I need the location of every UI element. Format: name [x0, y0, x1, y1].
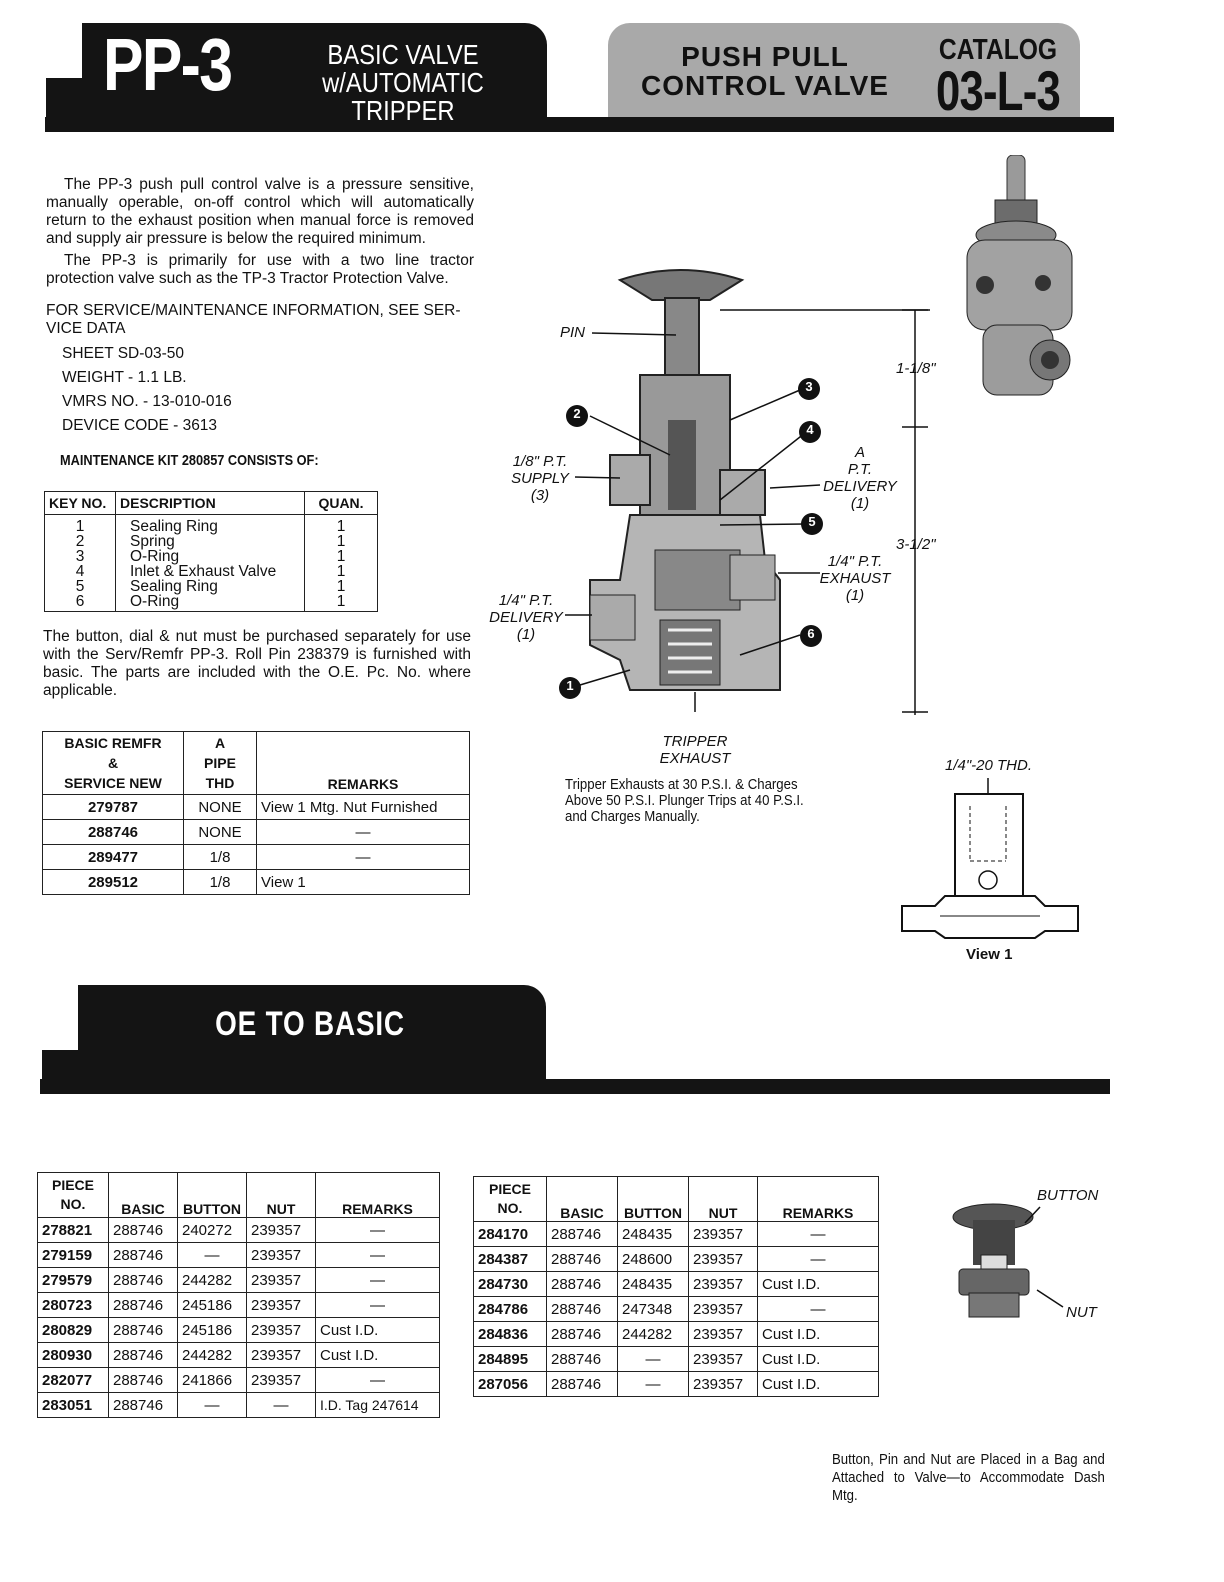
kit-table-body [45, 515, 378, 612]
oe-table-left [37, 1172, 440, 1418]
valve-photo [955, 155, 1085, 410]
table-row: 284786 288746 247348 239357 — [474, 1297, 879, 1322]
table-row: 1 Sealing Ring 1 [45, 515, 378, 535]
table-row: 2 Spring 1 [45, 534, 378, 549]
oe-right-header-basic: BASIC [547, 1177, 618, 1222]
basic-header-remfr: BASIC REMFR & SERVICE NEW [43, 732, 184, 795]
oe-left-header-basic: BASIC [109, 1173, 178, 1218]
oe-left-header-button: BUTTON [178, 1173, 247, 1218]
oe-right-header-button: BUTTON [618, 1177, 689, 1222]
table-row: 288746 NONE — [43, 820, 470, 845]
basic-header-remarks: REMARKS [257, 732, 470, 795]
callout-2: 2 [573, 406, 581, 421]
table-row: 284895 288746 — 239357 Cust I.D. [474, 1347, 879, 1372]
view1-label: View 1 [966, 946, 1013, 963]
oe-right-header-remarks: REMARKS [758, 1177, 879, 1222]
callout-6: 6 [807, 626, 815, 641]
oe-left-header-nut: NUT [247, 1173, 316, 1218]
table-row: 280723 288746 245186 239357 — [38, 1293, 440, 1318]
table-row: 279787 NONE View 1 Mtg. Nut Furnished [43, 795, 470, 820]
label-delivery-a: A P.T. DELIVERY (1) [823, 444, 897, 512]
intro-paragraph-2: The PP-3 is primarily for use with a two line tractor protection valve such as the TP-3 Tractor Protection Valve. [46, 252, 474, 287]
intro-paragraph-1: The PP-3 push pull control valve is a pressure sensitive, manually operable, on-off control which will automatically return to the exhaust position when manual force is removed and supply air pressure is below the required minimum. [46, 176, 474, 247]
oe-table-right [473, 1176, 879, 1397]
catalog-label: CATALOG [938, 34, 1058, 66]
model-subtitle: BASIC VALVE w/AUTOMATIC TRIPPER [322, 39, 484, 126]
kit-header-quantity: QUAN. [305, 492, 378, 515]
kit-header-description: DESCRIPTION [116, 492, 305, 515]
table-row: 284387 288746 248600 239357 — [474, 1247, 879, 1272]
kit-title: MAINTENANCE KIT 280857 CONSISTS OF: [60, 452, 319, 469]
spec-device-code: DEVICE CODE - 3613 [62, 417, 218, 434]
table-row: 280829 288746 245186 239357 Cust I.D. [38, 1318, 440, 1343]
table-row: 282077 288746 241866 239357 — [38, 1368, 440, 1393]
button-label: BUTTON [1037, 1187, 1099, 1204]
table-row: 278821 288746 240272 239357 — [38, 1218, 440, 1243]
table-row: 4 Inlet & Exhaust Valve 1 [45, 564, 378, 579]
label-exhaust: 1/4" P.T. EXHAUST (1) [819, 553, 891, 604]
table-row: 280930 288746 244282 239357 Cust I.D. [38, 1343, 440, 1368]
oe-section-rule [40, 1079, 1110, 1094]
oe-section-title: OE TO BASIC [215, 1005, 405, 1043]
oe-left-header-remarks: REMARKS [316, 1173, 440, 1218]
callout-3: 3 [805, 379, 813, 394]
dimension-top: 1-1/8" [896, 360, 936, 377]
spec-weight: WEIGHT - 1.1 LB. [62, 369, 187, 386]
callout-4: 4 [806, 422, 814, 437]
table-row: 283051 288746 — — I.D. Tag 247614 [38, 1393, 440, 1418]
basic-remfr-table [42, 731, 470, 895]
table-row: 279159 288746 — 239357 — [38, 1243, 440, 1268]
label-tripper-exhaust: TRIPPER EXHAUST [659, 733, 731, 767]
thread-label: 1/4"-20 THD. [945, 757, 1033, 774]
callout-5: 5 [808, 514, 816, 529]
label-supply: 1/8" P.T. SUPPLY (3) [511, 453, 569, 504]
table-row: 5 Sealing Ring 1 [45, 579, 378, 594]
table-row: 289477 1/8 — [43, 845, 470, 870]
table-row: 3 O-Ring 1 [45, 549, 378, 564]
dimension-total: 3-1/2" [896, 536, 936, 553]
table-row: 284170 288746 248435 239357 — [474, 1222, 879, 1247]
view1-drawing [900, 776, 1080, 946]
kit-header-key: KEY NO. [45, 492, 116, 515]
spec-list [62, 342, 232, 438]
footnote: Button, Pin and Nut are Placed in a Bag and Attached to Valve—to Accommodate Dash Mtg. [832, 1451, 1105, 1504]
label-pin: PIN [560, 324, 586, 341]
callout-1: 1 [566, 678, 574, 693]
oe-right-header-piece: PIECE NO. [474, 1177, 547, 1222]
catalog-number: 03-L-3 [936, 59, 1060, 122]
diagram-caption: Tripper Exhausts at 30 P.S.I. & Charges Above 50 P.S.I. Plunger Trips at 40 P.S.I. and Charges Manually. [565, 776, 804, 825]
label-delivery-b: 1/4" P.T. DELIVERY (1) [489, 592, 563, 643]
table-row: 287056 288746 — 239357 Cust I.D. [474, 1372, 879, 1397]
basic-header-pipe: A PIPE THD [184, 732, 257, 795]
table-row: 279579 288746 244282 239357 — [38, 1268, 440, 1293]
spec-vmrs: VMRS NO. - 13-010-016 [62, 393, 232, 410]
model-title: PP-3 [103, 23, 232, 106]
kit-note: The button, dial & nut must be purchased separately for use with the Serv/Remfr PP-3. Roll Pin 238379 is furnished with basic. The parts are included with the O.E. Pc. No. where applicable. [43, 628, 471, 699]
table-row: 284836 288746 244282 239357 Cust I.D. [474, 1322, 879, 1347]
spec-sheet: SHEET SD-03-50 [62, 345, 185, 362]
table-row: 289512 1/8 View 1 [43, 870, 470, 895]
kit-table [44, 491, 378, 612]
oe-right-header-nut: NUT [689, 1177, 758, 1222]
nut-label: NUT [1066, 1304, 1097, 1321]
oe-left-header-piece: PIECE NO. [38, 1173, 109, 1218]
table-row: 6 O-Ring 1 [45, 594, 378, 612]
product-name: PUSH PULL CONTROL VALVE [641, 41, 889, 101]
table-row: 284730 288746 248435 239357 Cust I.D. [474, 1272, 879, 1297]
service-info: FOR SERVICE/MAINTENANCE INFORMATION, SEE SER- VICE DATA [46, 302, 461, 337]
